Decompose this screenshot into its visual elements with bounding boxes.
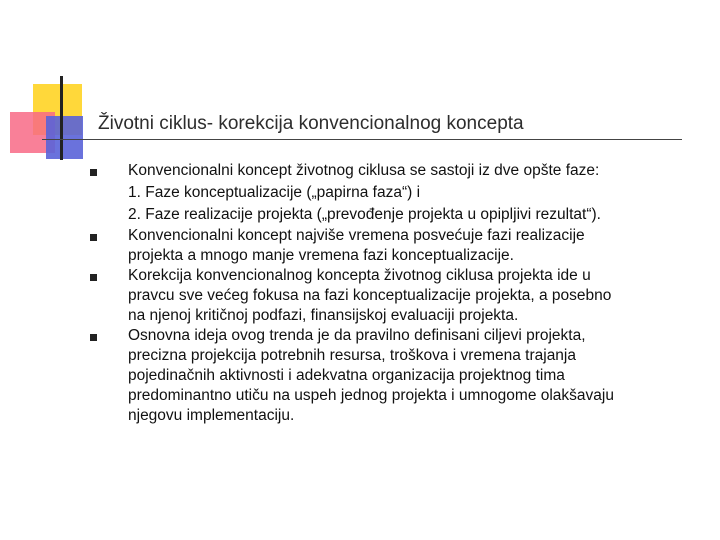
slide-title: Životni ciklus- korekcija konvencionalnog koncepta [98, 113, 524, 134]
bullet-square-icon [90, 274, 97, 281]
bullet-line: precizna projekcija potrebnih resursa, troškova i vremena trajanja [128, 347, 576, 364]
bullet-line: Osnovna ideja ovog trenda je da pravilno definisani ciljevi projekta, [128, 327, 586, 344]
bullet-line: 1. Faze konceptualizacije („papirna faza“) i [128, 184, 421, 201]
title-underline [42, 139, 682, 140]
decorative-blue-square [46, 116, 83, 159]
bullet-square-icon [90, 234, 97, 241]
bullet-line: predominantno utiču na uspeh jednog projekta i umnogome olakšavaju [128, 387, 614, 404]
bullet-item [90, 326, 705, 426]
bullet-line: pojedinačnih aktivnosti i adekvatna organizacija projektnog tima [128, 367, 565, 384]
bullet-line: 2. Faze realizacije projekta („prevođenje projekta u opipljivi rezultat“). [128, 206, 601, 223]
bullet-item [90, 266, 705, 326]
bullet-line: pravcu sve većeg fokusa na fazi konceptualizacije projekta, a posebno [128, 287, 612, 304]
bullet-line: projekta a mnogo manje vremena fazi konceptualizacije. [128, 247, 514, 264]
bullet-item [90, 226, 705, 266]
bullet-line: Konvencionalni koncept životnog ciklusa se sastoji iz dve opšte faze: [128, 162, 600, 179]
bullet-list [90, 160, 705, 426]
bullet-square-icon [90, 169, 97, 176]
bullet-line: njegovu implementaciju. [128, 407, 295, 424]
bullet-line: Korekcija konvencionalnog koncepta životnog ciklusa projekta ide u [128, 267, 591, 284]
bullet-line: Konvencionalni koncept najviše vremena posvećuje fazi realizacije [128, 227, 585, 244]
bullet-line: na njenoj kritičnoj podfazi, finansijskoj evaluaciji projekta. [128, 307, 519, 324]
decorative-vertical-line [60, 76, 63, 160]
bullet-item [90, 160, 705, 226]
bullet-square-icon [90, 334, 97, 341]
